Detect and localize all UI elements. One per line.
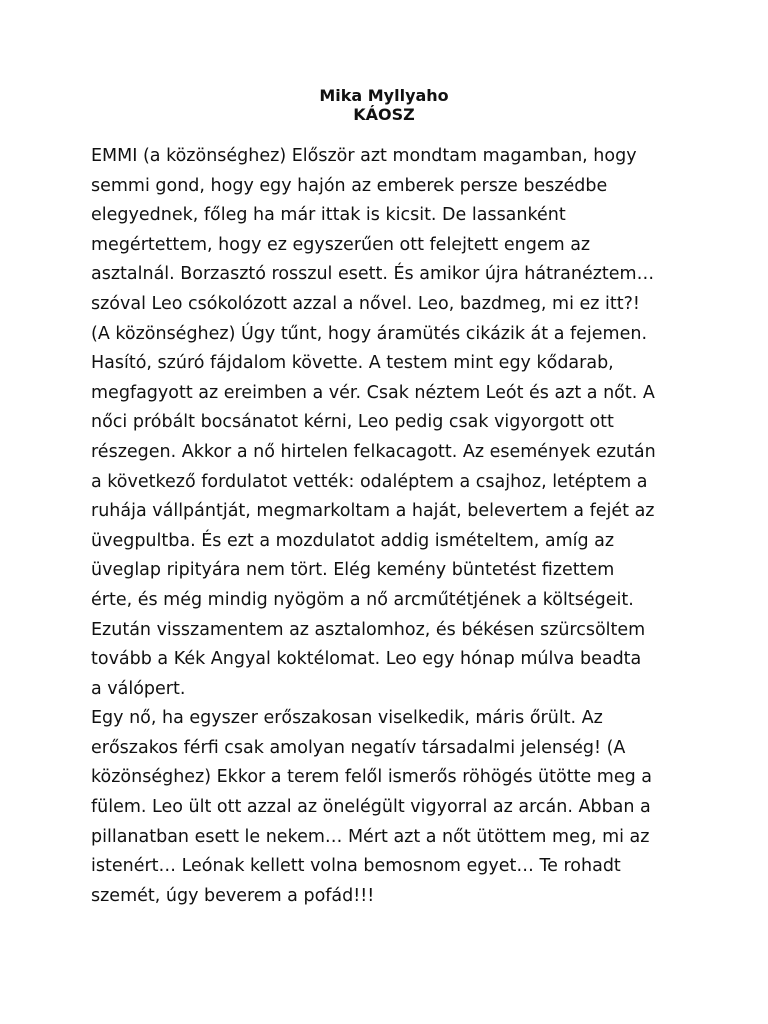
text-line: erőszakos férfi csak amolyan negatív társadalmi jelenség! (A xyxy=(91,737,626,758)
text-line: (A közönséghez) Úgy tűnt, hogy áramütés cikázik át a fejemen. xyxy=(91,323,648,344)
text-line: Egy nő, ha egyszer erőszakosan viselkedik, máris őrült. Az xyxy=(91,708,603,729)
text-line: tovább a Kék Angyal koktélomat. Leo egy hónap múlva beadta xyxy=(91,649,642,670)
text-line: üveglap ripityára nem tört. Elég kemény büntetést fizettem xyxy=(91,560,615,581)
text-line: pillanatban esett le nekem… Mért azt a nőt ütöttem meg, mi az xyxy=(91,826,650,847)
text-line: EMMI (a közönséghez) Először azt mondtam magamban, hogy xyxy=(91,146,637,166)
text-line: a válópert. xyxy=(91,678,186,699)
text-line: megfagyott az ereimben a vér. Csak néztem Leót és azt a nőt. A xyxy=(91,382,655,403)
text-line: istenért… Leónak kellett volna bemosnom egyet… Te rohadt xyxy=(91,856,621,877)
text-line: részegen. Akkor a nő hirtelen felkacagott. Az események ezután xyxy=(91,441,656,462)
text-line: üvegpultba. És ezt a mozdulatot addig ismételtem, amíg az xyxy=(91,530,615,551)
text-line: Ezután visszamentem az asztalomhoz, és békésen szürcsöltem xyxy=(91,619,646,640)
text-line: semmi gond, hogy egy hajón az emberek persze beszédbe xyxy=(91,175,608,196)
text-line: a következő fordulatot vették: odaléptem a csajhoz, letéptem a xyxy=(91,471,648,492)
document-header xyxy=(0,86,768,124)
text-line: Hasító, szúró fájdalom követte. A testem mint egy kődarab, xyxy=(91,353,614,374)
document-body xyxy=(91,142,691,911)
author-name: Mika Myllyaho xyxy=(319,86,449,105)
text-line: szemét, úgy beverem a pofád!!! xyxy=(91,885,375,906)
text-line: közönséghez) Ekkor a terem felől ismerős röhögés ütötte meg a xyxy=(91,767,652,788)
text-line: szóval Leo csókolózott azzal a nővel. Leo, bazdmeg, mi ez itt?! xyxy=(91,293,640,314)
text-line: nőci próbált bocsánatot kérni, Leo pedig csak vigyorgott ott xyxy=(91,412,614,433)
text-line: megértettem, hogy ez egyszerűen ott felejtett engem az xyxy=(91,234,591,255)
text-line: elegyednek, főleg ha már ittak is kicsit. De lassanként xyxy=(91,205,566,226)
text-line: fülem. Leo ült ott azzal az önelégült vigyorral az arcán. Abban a xyxy=(91,797,651,818)
text-line: asztalnál. Borzasztó rosszul esett. És amikor újra hátranéztem… xyxy=(91,264,655,285)
text-line: érte, és még mindig nyögöm a nő arcműtétjének a költségeit. xyxy=(91,589,634,610)
text-line: ruhája vállpántját, megmarkoltam a haját, belevertem a fejét az xyxy=(91,501,655,522)
document-title: KÁOSZ xyxy=(353,105,415,124)
